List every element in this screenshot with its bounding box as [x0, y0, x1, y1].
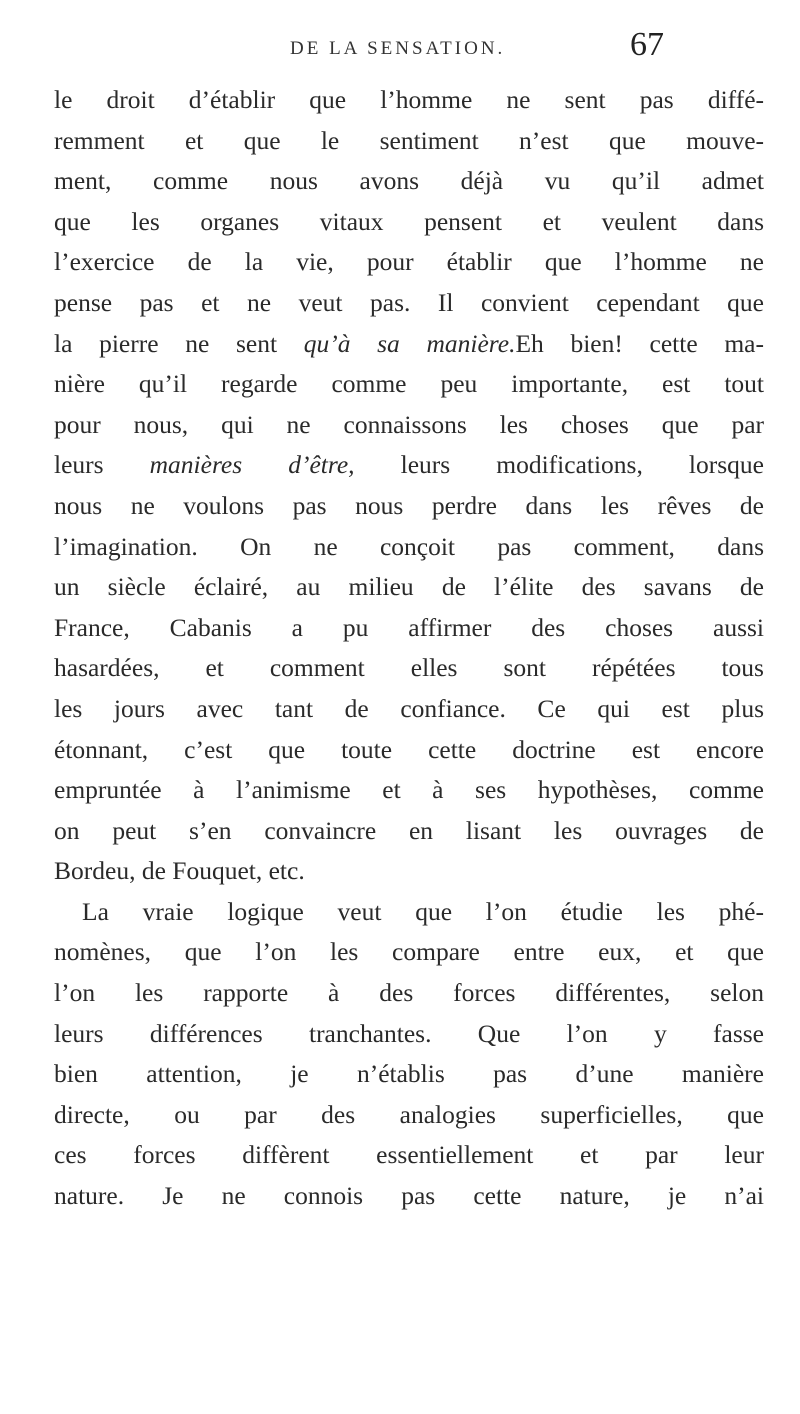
text-segment: directe, ou par des analogies superficielles, que [54, 1099, 764, 1129]
text-segment: la pierre ne sent [54, 328, 304, 358]
text-line [54, 648, 764, 689]
text-line [54, 364, 764, 405]
text-segment: pense pas et ne veut pas. Il convient cependant que [54, 287, 764, 317]
text-line [54, 892, 764, 933]
running-title: DE LA SENSATION. [290, 38, 506, 59]
text-segment: hasardées, et comment elles sont répétées tous [54, 653, 764, 683]
text-segment: l’on les rapporte à des forces différentes, selon [54, 978, 764, 1008]
text-line [54, 567, 764, 608]
text-line [54, 445, 764, 486]
text-line [54, 202, 764, 243]
body-text [54, 80, 764, 1217]
text-line [54, 932, 764, 973]
text-segment: empruntée à l’animisme et à ses hypothèses, comme [54, 775, 764, 805]
text-segment: les jours avec tant de confiance. Ce qui est plus [54, 693, 764, 723]
text-line [54, 121, 764, 162]
text-segment: nomènes, que l’on les compare entre eux, et que [54, 937, 764, 967]
text-segment: remment et que le sentiment n’est que mouve- [54, 125, 764, 155]
italic-phrase: manières d’être, [149, 450, 355, 480]
text-segment: un siècle éclairé, au milieu de l’élite des savans de [54, 572, 764, 602]
text-segment: l’imagination. On ne conçoit pas comment, dans [54, 531, 764, 561]
text-segment: La vraie logique veut que l’on étudie les phé- [82, 896, 764, 926]
italic-phrase: qu’à sa manière. [303, 328, 516, 358]
text-line [54, 811, 764, 852]
text-line [54, 730, 764, 771]
text-line [54, 242, 764, 283]
text-line [54, 1054, 764, 1095]
text-segment: l’exercice de la vie, pour établir que l’homme ne [54, 247, 764, 277]
text-segment: leurs différences tranchantes. Que l’on y fasse [54, 1018, 764, 1048]
page-number: 67 [630, 26, 664, 63]
text-line [54, 689, 764, 730]
text-segment: Eh bien! cette ma- [515, 328, 764, 358]
running-head [0, 14, 800, 64]
text-segment: bien attention, je n’établis pas d’une manière [54, 1059, 764, 1089]
text-line [54, 1095, 764, 1136]
text-line [54, 973, 764, 1014]
text-segment: nière qu’il regarde comme peu importante, est tout [54, 369, 764, 399]
text-segment: nature. Je ne connois pas cette nature, je n’ai [54, 1181, 764, 1211]
text-segment: le droit d’établir que l’homme ne sent pas diffé- [54, 85, 764, 114]
text-line [54, 1014, 764, 1055]
text-segment: que les organes vitaux pensent et veulent dans [54, 206, 764, 236]
text-line [54, 283, 764, 324]
text-segment: France, Cabanis a pu affirmer des choses aussi [54, 612, 764, 642]
text-segment: ment, comme nous avons déjà vu qu’il admet [54, 166, 764, 196]
text-segment: ces forces diffèrent essentiellement et par leur [54, 1140, 764, 1170]
text-segment: leurs modifications, lorsque [354, 450, 764, 480]
text-line [54, 527, 764, 568]
text-segment: étonnant, c’est que toute cette doctrine est encore [54, 734, 764, 764]
text-line [54, 324, 764, 365]
text-line [54, 851, 764, 892]
text-segment: leurs [54, 450, 150, 480]
text-line [54, 486, 764, 527]
text-segment: on peut s’en convaincre en lisant les ouvrages de [54, 815, 764, 845]
text-segment: nous ne voulons pas nous perdre dans les rêves de [54, 490, 764, 520]
text-line [54, 405, 764, 446]
text-segment: pour nous, qui ne connaissons les choses que par [54, 409, 764, 439]
text-line [54, 1135, 764, 1176]
text-line [54, 161, 764, 202]
text-line [54, 80, 764, 121]
text-line [54, 608, 764, 649]
text-line [54, 770, 764, 811]
text-segment: Bordeu, de Fouquet, etc. [54, 856, 305, 886]
text-line [54, 1176, 764, 1217]
